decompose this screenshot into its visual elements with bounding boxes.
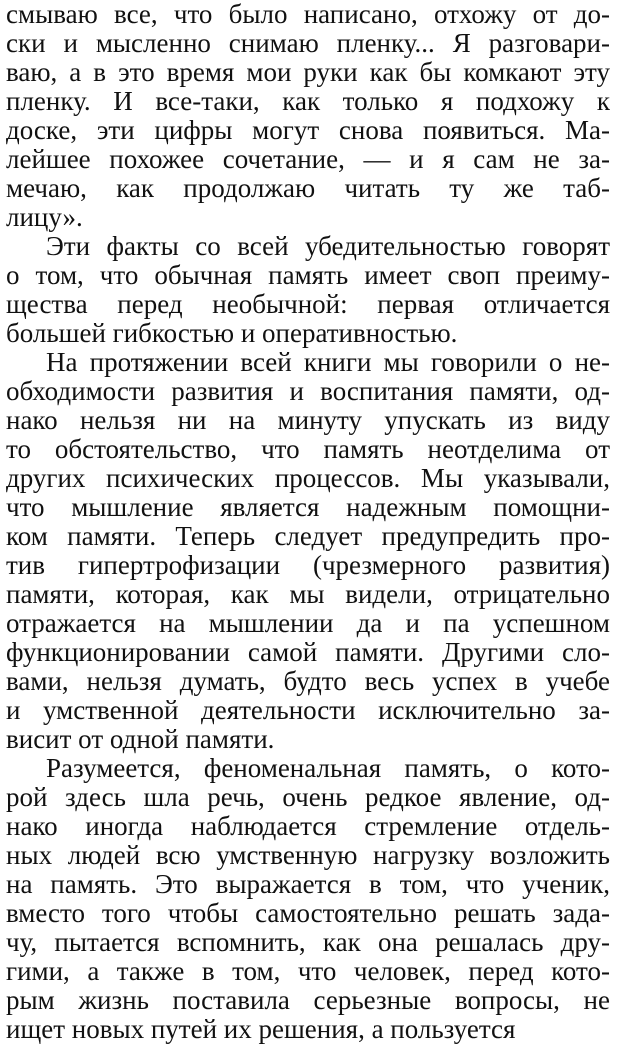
text-line: щества перед необычной: первая отличается: [6, 290, 610, 319]
text-line: ищет новых путей их решения, а пользуется: [6, 1015, 516, 1044]
text-line: тив гипертрофизации (чрезмерного развития): [6, 551, 610, 580]
text-line: ски и мысленно снимаю пленку... Я разговари-: [6, 29, 610, 58]
text-line: вами, нельзя думать, будто весь успех в учебе: [6, 667, 610, 696]
text-line: то обстоятельство, что память неотделима от: [6, 435, 610, 464]
text-line: висит от одной памяти.: [6, 725, 275, 754]
text-line: и умственной деятельности исключительно за-: [6, 696, 610, 725]
text-line: ных людей всю умственную нагрузку возложить: [6, 841, 610, 870]
text-line: лицу».: [6, 203, 83, 232]
text-line: что мышление является надежным помощни-: [6, 493, 610, 522]
text-line: о том, что обычная память имеет своп преиму-: [6, 261, 610, 290]
paragraph-first-line: На протяжении всей книги мы говорили о не-: [46, 348, 610, 377]
text-line: лейшее похожее сочетание, — и я сам не за-: [6, 145, 610, 174]
text-line: рой здесь шла речь, очень редкое явление, од-: [6, 783, 610, 812]
text-line: смываю все, что было написано, отхожу от до-: [6, 0, 610, 29]
text-line: вместо того чтобы самостоятельно решать зада-: [6, 899, 610, 928]
text-line: на память. Это выражается в том, что ученик,: [6, 870, 610, 899]
text-line: обходимости развития и воспитания памяти, од-: [6, 377, 610, 406]
text-line: ком памяти. Теперь следует предупредить про-: [6, 522, 610, 551]
text-line: нако нельзя ни на минуту упускать из виду: [6, 406, 610, 435]
paragraph-first-line: Эти факты со всей убедительностью говорят: [46, 232, 610, 261]
paragraph-first-line: Разумеется, феноменальная память, о кото-: [46, 754, 610, 783]
text-line: нако иногда наблюдается стремление отдель-: [6, 812, 610, 841]
text-line: доске, эти цифры могут снова появиться. Ма-: [6, 116, 610, 145]
text-line: мечаю, как продолжаю читать ту же таб-: [6, 174, 610, 203]
text-line: гими, а также в том, что человек, перед кото-: [6, 957, 610, 986]
text-line: чу, пытается вспомнить, как она решалась дру-: [6, 928, 610, 957]
text-line: отражается на мышлении да и па успешном: [6, 609, 610, 638]
text-line: памяти, которая, как мы видели, отрицательно: [6, 580, 610, 609]
text-line: рым жизнь поставила серьезные вопросы, не: [6, 986, 610, 1015]
text-line: других психических процессов. Мы указывали,: [6, 464, 610, 493]
text-line: функционировании самой памяти. Другими сло-: [6, 638, 610, 667]
text-line: ваю, а в это время мои руки как бы комкают эту: [6, 58, 610, 87]
text-line: пленку. И все-таки, как только я подхожу к: [6, 87, 610, 116]
text-line: большей гибкостью и оперативностью.: [6, 319, 458, 348]
